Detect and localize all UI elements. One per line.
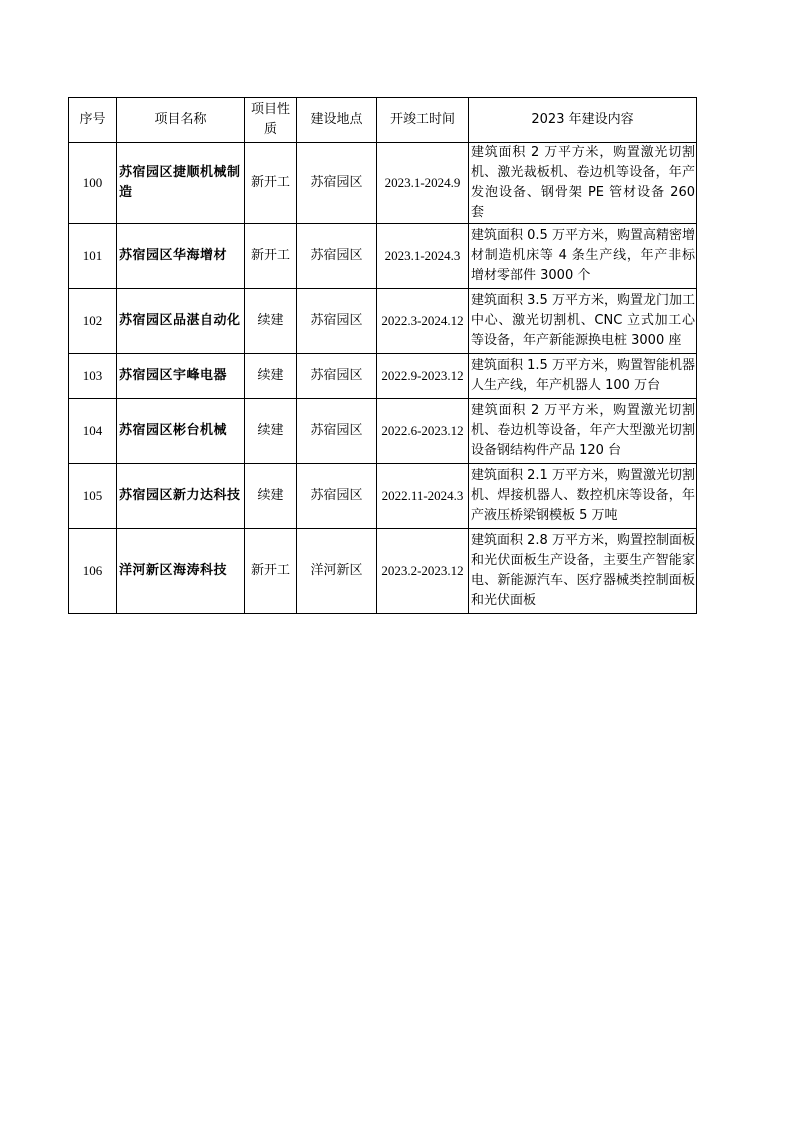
cell-location: 苏宿园区 <box>297 143 377 224</box>
table-row <box>69 354 697 399</box>
cell-nature: 新开工 <box>245 143 297 224</box>
cell-seq: 102 <box>69 289 117 354</box>
cell-location: 苏宿园区 <box>297 354 377 399</box>
cell-period: 2023.2-2023.12 <box>377 529 469 614</box>
cell-content: 建筑面积 0.5 万平方米，购置高精密增材制造机床等 4 条生产线，年产非标增材零部件 3000 个 <box>469 224 697 289</box>
header-name: 项目名称 <box>117 98 245 143</box>
table-header <box>69 98 697 143</box>
cell-period: 2022.3-2024.12 <box>377 289 469 354</box>
cell-location: 洋河新区 <box>297 529 377 614</box>
cell-seq: 103 <box>69 354 117 399</box>
cell-seq: 105 <box>69 464 117 529</box>
table-row <box>69 289 697 354</box>
cell-nature: 新开工 <box>245 224 297 289</box>
cell-seq: 106 <box>69 529 117 614</box>
cell-location: 苏宿园区 <box>297 289 377 354</box>
cell-period: 2023.1-2024.3 <box>377 224 469 289</box>
cell-seq: 100 <box>69 143 117 224</box>
table-row <box>69 464 697 529</box>
cell-period: 2023.1-2024.9 <box>377 143 469 224</box>
table-row <box>69 224 697 289</box>
table-body <box>69 143 697 614</box>
cell-content: 建筑面积 2.1 万平方米，购置激光切割机、焊接机器人、数控机床等设备，年产液压桥梁钢模板 5 万吨 <box>469 464 697 529</box>
cell-name: 苏宿园区彬台机械 <box>117 399 245 464</box>
cell-location: 苏宿园区 <box>297 224 377 289</box>
cell-content: 建筑面积 3.5 万平方米，购置龙门加工中心、激光切割机、CNC 立式加工心等设备，年产新能源换电桩 3000 座 <box>469 289 697 354</box>
header-content: 2023 年建设内容 <box>469 98 697 143</box>
cell-period: 2022.6-2023.12 <box>377 399 469 464</box>
cell-seq: 101 <box>69 224 117 289</box>
cell-name: 苏宿园区华海增材 <box>117 224 245 289</box>
cell-nature: 续建 <box>245 354 297 399</box>
cell-period: 2022.9-2023.12 <box>377 354 469 399</box>
table-row <box>69 143 697 224</box>
table-row <box>69 399 697 464</box>
cell-name: 苏宿园区捷顺机械制造 <box>117 143 245 224</box>
cell-content: 建筑面积 2.8 万平方米，购置控制面板和光伏面板生产设备，主要生产智能家电、新能源汽车、医疗器械类控制面板和光伏面板 <box>469 529 697 614</box>
header-row <box>69 98 697 143</box>
cell-nature: 新开工 <box>245 529 297 614</box>
cell-content: 建筑面积 1.5 万平方米，购置智能机器人生产线，年产机器人 100 万台 <box>469 354 697 399</box>
header-nature: 项目性质 <box>245 98 297 143</box>
cell-nature: 续建 <box>245 464 297 529</box>
cell-name: 苏宿园区品湛自动化 <box>117 289 245 354</box>
cell-period: 2022.11-2024.3 <box>377 464 469 529</box>
header-seq: 序号 <box>69 98 117 143</box>
project-table <box>68 97 697 614</box>
cell-location: 苏宿园区 <box>297 399 377 464</box>
cell-content: 建筑面积 2 万平方米，购置激光切割机、激光裁板机、卷边机等设备，年产发泡设备、钢骨架 PE 管材设备 260 套 <box>469 143 697 224</box>
cell-location: 苏宿园区 <box>297 464 377 529</box>
cell-name: 苏宿园区宇峰电器 <box>117 354 245 399</box>
cell-nature: 续建 <box>245 289 297 354</box>
cell-nature: 续建 <box>245 399 297 464</box>
cell-name: 洋河新区海涛科技 <box>117 529 245 614</box>
header-location: 建设地点 <box>297 98 377 143</box>
table-row <box>69 529 697 614</box>
header-period: 开竣工时间 <box>377 98 469 143</box>
cell-content: 建筑面积 2 万平方米，购置激光切割机、卷边机等设备，年产大型激光切割设备钢结构件产品 120 台 <box>469 399 697 464</box>
cell-seq: 104 <box>69 399 117 464</box>
cell-name: 苏宿园区新力达科技 <box>117 464 245 529</box>
